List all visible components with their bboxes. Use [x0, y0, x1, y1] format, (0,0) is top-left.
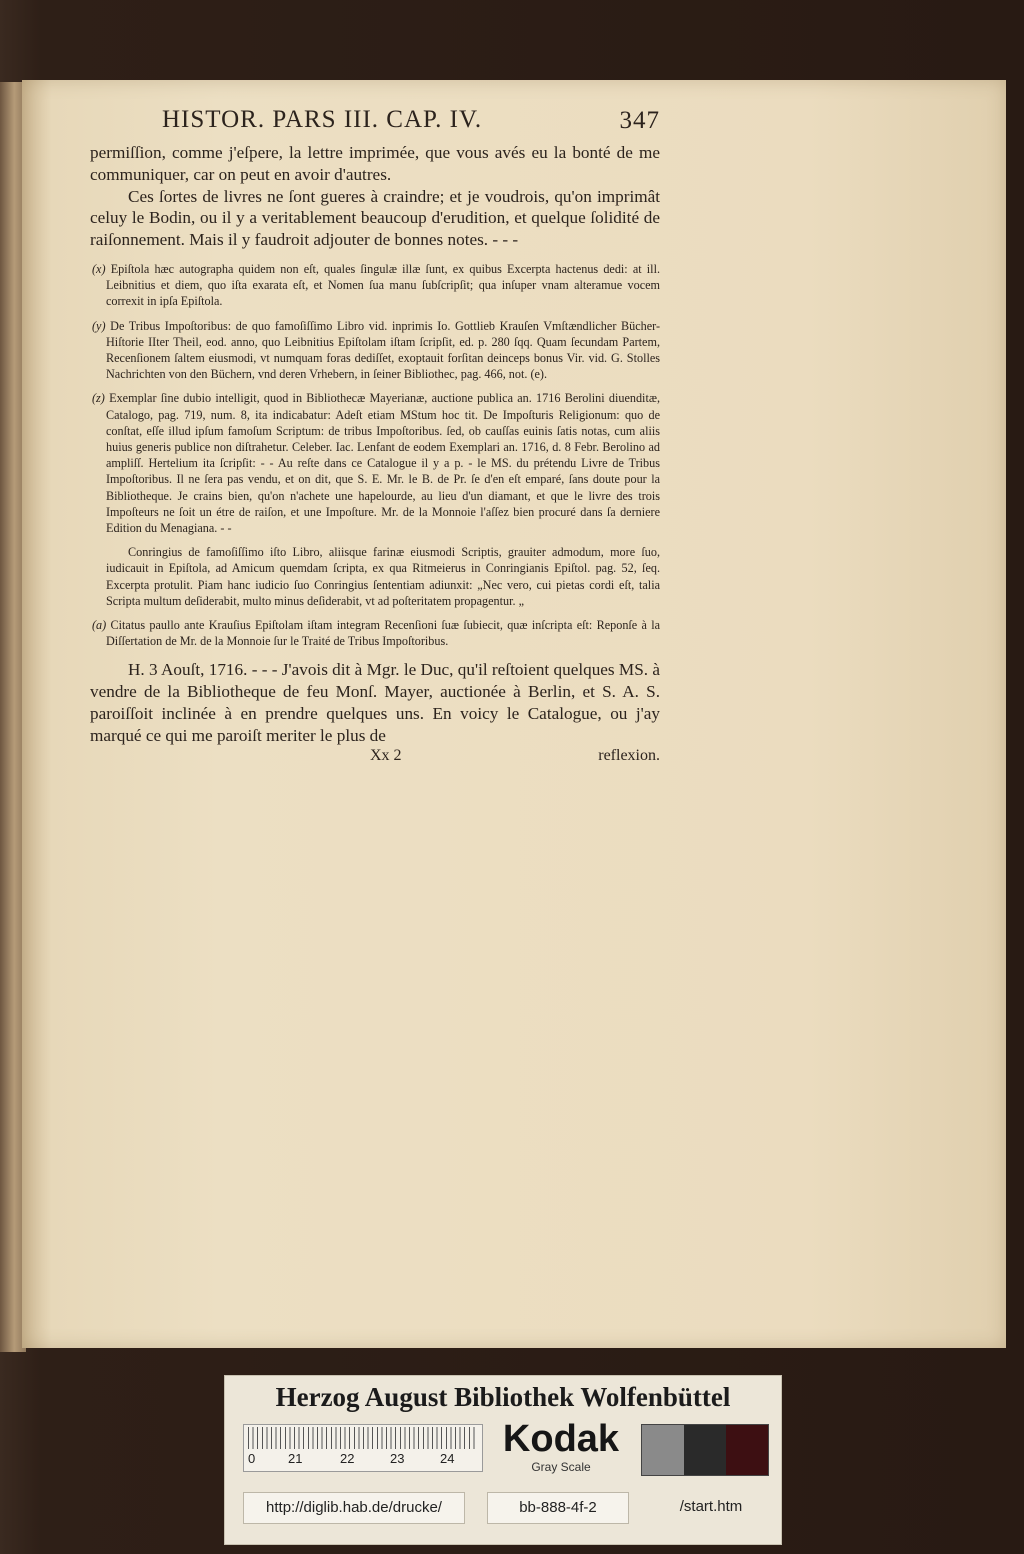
ruler-number: 23 — [390, 1451, 405, 1466]
color-target-card — [224, 1375, 782, 1545]
swatch-dark-gray — [684, 1425, 726, 1475]
signature-mark: Xx 2 — [370, 746, 402, 764]
footnote-z-continued — [92, 544, 660, 609]
footnote-z — [92, 390, 660, 536]
header-title: HISTOR. PARS III. CAP. IV. — [162, 106, 483, 133]
footnotes — [90, 261, 660, 649]
footnote-mark: (y) — [92, 318, 106, 333]
ruler-number: 0 — [248, 1451, 256, 1466]
gray-scale-label: Gray Scale — [531, 1460, 591, 1474]
footnote-text: De Tribus Impoſtoribus: de quo famoſiſſimo Libro vid. inprimis Io. Gottlieb Krauſen Vmſtændlicher Bücher-Hiſtorie IIter Theil, eod. anno, quo Leibnitius Epiſtolam iſtam ſcripſit, ed. p. 280 ſqq. Quam ſecundam Partem, Recenſionem ſaltem eiusmodi, vt numquam foras dediſſet, exoptauit forſitan deinceps bonus Vir. vid. G. Stolles Nachrichten von den Büchern, vnd deren Vrhebern, in ſeiner Bibliothec, pag. 466, not. (e). — [106, 318, 661, 382]
running-header — [90, 106, 660, 142]
gray-swatches — [641, 1424, 769, 1476]
url-label: http://diglib.hab.de/drucke/ — [243, 1492, 465, 1524]
paragraph-1: permiſſion, comme j'eſpere, la lettre imprimée, que vous avés eu la bonté de me communiquer, car on peut en avoir d'autres. — [90, 143, 660, 184]
footnote-a — [92, 617, 660, 649]
ruler-number: 24 — [440, 1451, 455, 1466]
ruler-numbers — [244, 1451, 482, 1469]
footnote-x — [92, 261, 660, 310]
footnote-text: Conringius de famoſiſſimo iſto Libro, aliisque farinæ eiusmodi Scriptis, grauiter admodum, more ſuo, iudicauit in Epiſtola, ad Amicum quemdam ſcripta, ex qua Ritmeierus in Conringianis Epiſtol. pag. 52, ſeq. Excerpta protulit. Piam hanc iudicio ſuo Conringius ſententiam adiunxit: „Nec vero, cui pietas cordi eſt, talia Scripta multum deſiderabit, multo minus deſiderabit, vt ad poſteritatem propagentur. „ — [106, 545, 660, 608]
scale-ruler — [243, 1424, 483, 1472]
footnote-y — [92, 318, 660, 383]
letter-paragraph: H. 3 Aouſt, 1716. - - - J'avois dit à Mgr. le Duc, qu'il reſtoient quelques MS. à vendre de la Bibliotheque de feu Monſ. Mayer, auctionée à Berlin, et S. A. S. paroiſſoit inclinée à en prendre quelques uns. En voicy le Catalogue, ou j'ay marqué ce qui me paroiſt meriter le plus de — [90, 660, 660, 745]
letter-section — [90, 659, 660, 768]
ruler-number: 22 — [340, 1451, 355, 1466]
start-label: /start.htm — [679, 1498, 743, 1515]
footnote-mark: (a) — [92, 618, 107, 633]
shelfmark-label: bb-888-4f-2 — [487, 1492, 629, 1524]
catchword: reflexion. — [598, 746, 660, 764]
footnote-text: Exemplar ſine dubio intelligit, quod in Bibliothecæ Mayerianæ, auctione publica an. 1716 Berolini diuenditæ, Catalogo, pag. 719, num. 8, ita indicabatur: Adeſt etiam MStum hoc tit. De Impoſturis Religionum: quo de conſtat, eſſe illud ipſum famoſum Scriptum: de tribus Impoſtoribus. ſed, ob cauſſas euinis ſatis notas, cum aliis huius generis publice non diſtrahetur. Celeber. Iac. Lenfant de eodem Exemplari an. 1716, d. 8 Febr. Berolino ad ampliſſ. Hertelium ita ſcripſit: - - Au reſte dans ce Catalogue il y a p. - le MS. du prétendu Livre de Tribus Impoſtoribus. Il ne ſera pas vendu, et on dit, que S. E. Mr. le B. de Pr. ſe d'en eſt emparé, ſans doute pour la Bibliotheque. Je crains bien, qu'on n'achete une hapelourde, au lieu d'un diamant, et que le livre des trois Impoſteurs ne ſoit un étre de raiſon, et une Impoſture. Mr. de la Monnoie l'aſſez bien procuré dans ſa derniere Edition du Menagiana. - - — [106, 391, 661, 536]
kodak-label — [493, 1418, 629, 1474]
paragraph-2: Ces ſortes de livres ne ſont gueres à craindre; et je voudrois, qu'on imprimât celuy le Bodin, ou il y a veritablement beaucoup d'erudition, et quelque ſolidité de raiſonnement. Mais il y faudroit adjouter de bonnes notes. - - - — [90, 186, 660, 250]
ruler-ticks — [248, 1427, 478, 1449]
footnote-mark: (x) — [92, 261, 106, 276]
footnote-mark: (z) — [92, 391, 105, 406]
kodak-logo: Kodak — [502, 1418, 620, 1460]
footnote-text: Epiſtola hæc autographa quidem non eſt, quales ſingulæ illæ ſunt, ex quibus Excerpta hactenus dedi: at ill. Leibnitius et diem, quo iſta exarata eſt, et Nomen ſua manu ſubſcripſit; qua inſuper vnam alteramue vocem correxit in ipſa Epiſtola. — [106, 261, 661, 309]
swatch-dark-red — [726, 1425, 768, 1475]
library-name: Herzog August Bibliothek Wolfenbüttel — [275, 1382, 731, 1412]
page-number: 347 — [619, 107, 660, 134]
swatch-mid-gray — [642, 1425, 684, 1475]
ruler-number: 21 — [288, 1451, 303, 1466]
footnote-text: Citatus paullo ante Krauſius Epiſtolam iſtam integram Recenſioni ſuæ ſubiecit, quæ inſcripta eſt: Reponſe à la Diſſertation de Mr. de la Monnoie ſur le Traité de Tribus Impoſtoribus. — [106, 618, 661, 649]
page-text — [90, 106, 660, 769]
page-footer — [90, 747, 660, 769]
